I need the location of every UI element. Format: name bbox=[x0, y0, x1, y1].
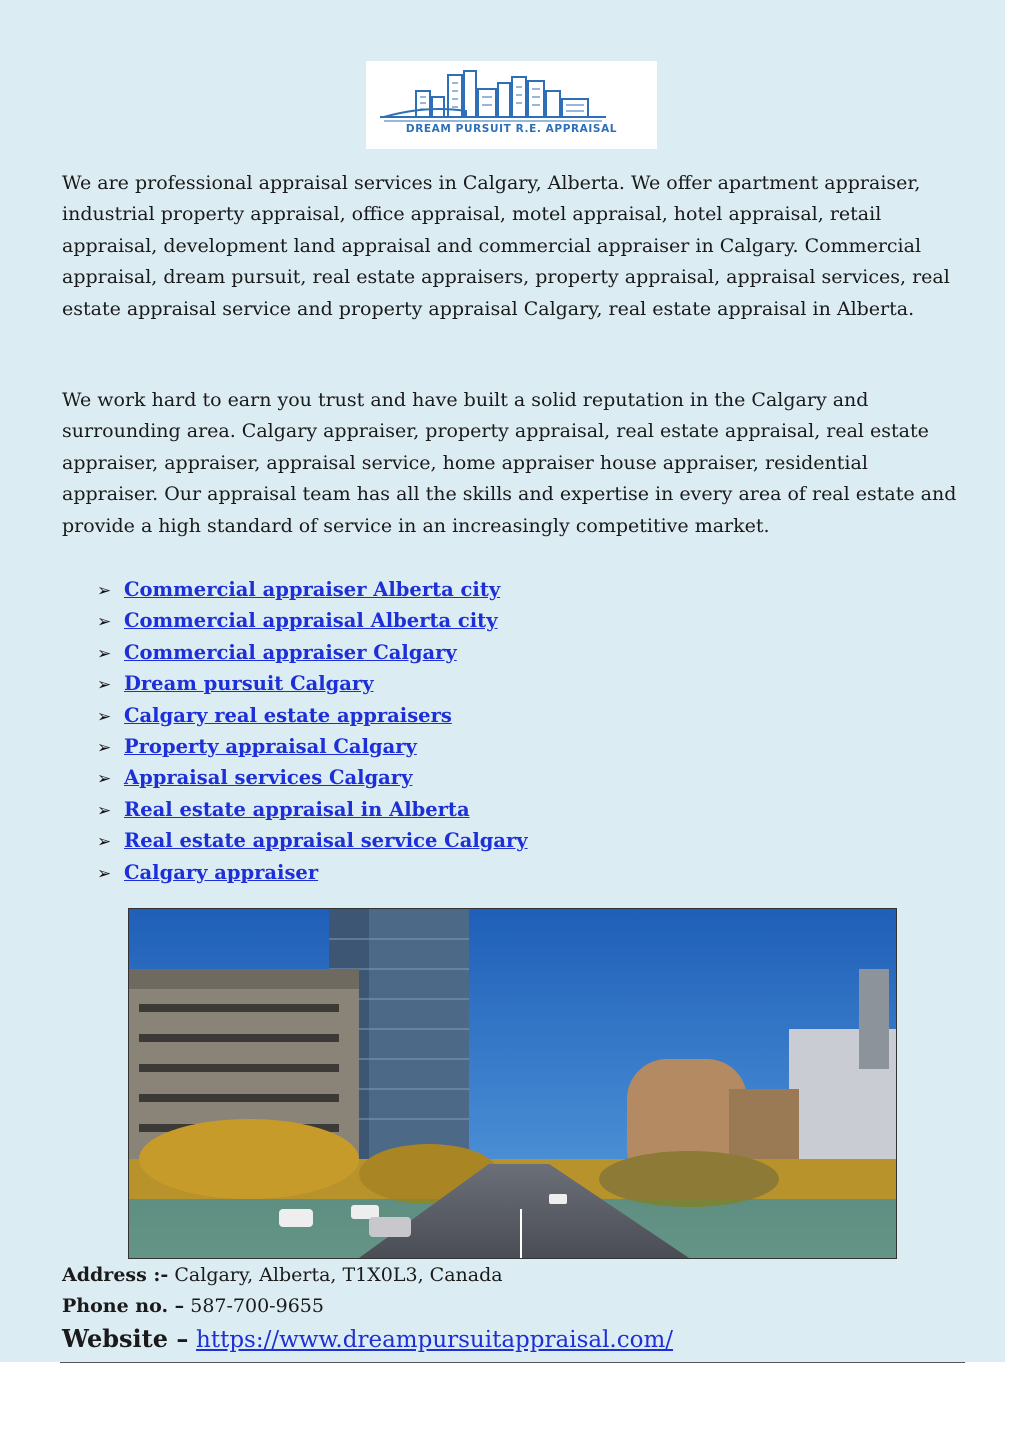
link-commercial-appraiser-alberta-city[interactable]: Commercial appraiser Alberta city bbox=[124, 578, 501, 601]
link-dream-pursuit-calgary[interactable]: Dream pursuit Calgary bbox=[124, 672, 374, 696]
website-link[interactable]: https://www.dreampursuitappraisal.com/ bbox=[196, 1327, 674, 1353]
city-skyline-icon bbox=[366, 61, 657, 149]
phone-line bbox=[62, 1295, 324, 1317]
list-item bbox=[97, 605, 528, 636]
reputation-paragraph: We work hard to earn you trust and have built a solid reputation in the Calgary and surrounding area. Calgary appraiser, property appraisal, real estate appraisal, real estate appraiser, appraiser, appraisal service, home appraiser house appraiser, residential appraiser. Our appraisal team has all the skills and expertise in every area of real estate and provide a high standard of service in an increasingly competitive market. bbox=[62, 389, 957, 537]
arrow-bullet-icon: ➢ bbox=[97, 769, 112, 790]
list-item bbox=[97, 794, 528, 825]
link-property-appraisal-calgary[interactable]: Property appraisal Calgary bbox=[124, 734, 417, 758]
list-item bbox=[97, 762, 528, 793]
phone-value: 587-700-9655 bbox=[190, 1295, 324, 1317]
arrow-bullet-icon: ➢ bbox=[97, 863, 112, 884]
arrow-bullet-icon: ➢ bbox=[97, 581, 112, 601]
link-calgary-appraiser[interactable]: Calgary appraiser bbox=[124, 860, 319, 884]
list-item bbox=[97, 857, 528, 888]
logo-text: DREAM PURSUIT R.E. APPRAISAL bbox=[405, 123, 618, 135]
arrow-bullet-icon: ➢ bbox=[97, 832, 112, 853]
link-commercial-appraiser-calgary[interactable]: Commercial appraiser Calgary bbox=[124, 640, 457, 664]
address-line bbox=[62, 1264, 503, 1286]
link-appraisal-services-calgary[interactable]: Appraisal services Calgary bbox=[124, 766, 413, 790]
intro-paragraph: We are professional appraisal services in Calgary, Alberta. We offer apartment appraiser, industrial property appraisal, office appraisal, motel appraisal, hotel appraisal, retail appraisal, development land appraisal and commercial appraiser in Calgary. Commercial appraisal, dream pursuit, real estate appraisers, property appraisal, appraisal services, real estate appraisal service and property appraisal Calgary, real estate appraisal in Alberta. bbox=[62, 172, 950, 320]
city-street-photo bbox=[128, 908, 897, 1259]
link-commercial-appraisal-alberta-city[interactable]: Commercial appraisal Alberta city bbox=[124, 609, 498, 633]
arrow-bullet-icon: ➢ bbox=[97, 612, 112, 633]
link-real-estate-appraisal-service-calgary[interactable]: Real estate appraisal service Calgary bbox=[124, 829, 528, 853]
list-item bbox=[97, 700, 528, 731]
list-item bbox=[97, 637, 528, 668]
list-item bbox=[97, 574, 528, 605]
arrow-bullet-icon: ➢ bbox=[97, 675, 112, 696]
list-item bbox=[97, 825, 528, 856]
service-links-list bbox=[97, 574, 528, 888]
divider bbox=[60, 1362, 965, 1363]
address-label: Address :- bbox=[62, 1264, 169, 1286]
link-calgary-real-estate-appraisers[interactable]: Calgary real estate appraisers bbox=[124, 703, 452, 727]
list-item bbox=[97, 668, 528, 699]
arrow-bullet-icon: ➢ bbox=[97, 737, 112, 758]
arrow-bullet-icon: ➢ bbox=[97, 800, 112, 821]
website-label: Website – bbox=[62, 1324, 189, 1353]
link-real-estate-appraisal-alberta[interactable]: Real estate appraisal in Alberta bbox=[124, 797, 470, 821]
phone-label: Phone no. – bbox=[62, 1295, 185, 1317]
arrow-bullet-icon: ➢ bbox=[97, 706, 112, 727]
list-item bbox=[97, 731, 528, 762]
website-line bbox=[62, 1324, 673, 1353]
company-logo bbox=[366, 61, 657, 149]
arrow-bullet-icon: ➢ bbox=[97, 643, 112, 664]
address-value: Calgary, Alberta, T1X0L3, Canada bbox=[174, 1264, 503, 1286]
